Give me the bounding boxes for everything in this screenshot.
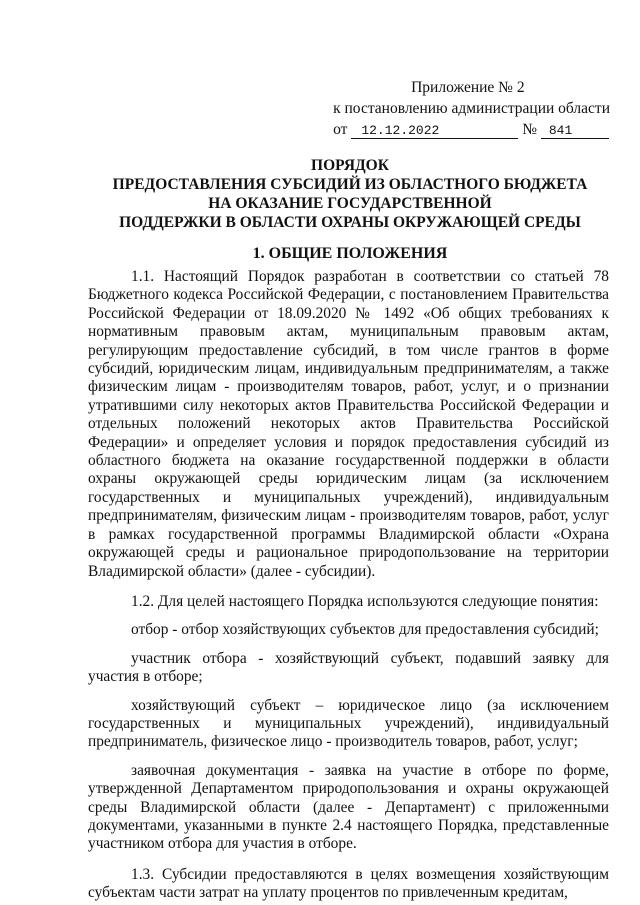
title-line: НА ОКАЗАНИЕ ГОСУДАРСТВЕННОЙ — [208, 195, 492, 212]
paragraph-1-2: 1.2. Для целей настоящего Порядка используются следующие понятия: — [131, 592, 599, 610]
paragraph-1-3: 1.3. Субсидии предоставляются в целях возмещения хозяйствующим субъектам части затрат на уплату процентов по привлеченным кредитам, — [88, 865, 609, 902]
definition-entity: хозяйствующий субъект – юридическое лицо (за исключением государственных и муниципальных учреждений), индивидуальный предприниматель, физическое лицо - производитель товаров, работ, услуг; — [88, 696, 609, 751]
appendix-number: Приложение № 2 — [411, 79, 525, 96]
definition-application: заявочная документация - заявка на участие в отборе по форме, утвержденной Департаментом природопользования и охраны окружающей среды Владимирской области (далее - Департамент) с приложенными документами, указанными в пункте 2.4 настоящего Порядка, представленные участником отбора для участия в отборе. — [88, 761, 609, 853]
appendix-header — [333, 77, 610, 140]
document-title — [80, 156, 620, 232]
decree-reference: к постановлению администрации области — [333, 100, 610, 117]
section-heading: 1. ОБЩИЕ ПОЛОЖЕНИЯ — [252, 245, 448, 262]
document-body — [88, 268, 609, 903]
decree-date: 12.12.2022 — [351, 123, 518, 139]
definition-participant: участник отбора - хозяйствующий субъект, подавший заявку для участия в отборе; — [88, 649, 609, 686]
decree-date-line — [333, 119, 610, 140]
title-line: ПОДДЕРЖКИ В ОБЛАСТИ ОХРАНЫ ОКРУЖАЮЩЕЙ СРЕДЫ — [119, 214, 581, 231]
title-line: ПРЕДОСТАВЛЕНИЯ СУБСИДИЙ ИЗ ОБЛАСТНОГО БЮДЖЕТА — [112, 176, 588, 193]
decree-number: 841 — [541, 123, 609, 139]
definition-selection: отбор - отбор хозяйствующих субъектов для предоставления субсидий; — [131, 621, 599, 639]
title-line: ПОРЯДОК — [311, 157, 389, 174]
number-label: № — [522, 121, 537, 138]
from-label: от — [333, 121, 348, 138]
paragraph-1-1: 1.1. Настоящий Порядок разработан в соответствии со статьей 78 Бюджетного кодекса Российской Федерации, с постановлением Правительства Российской Федерации от 18.09.2020 № 1492 «Об общих требованиях к нормативным правовым актам, муниципальным правовым актам, регулирующим предоставление субсидий, в том числе грантов в форме субсидий, юридическим лицам, индивидуальным предпринимателям, а также физическим лицам - производителям товаров, работ, услуг, и о признании утратившими силу некоторых актов Правительства Российской Федерации и отдельных положений некоторых актов Правительства Российской Федерации» и определяет условия и порядок предоставления субсидий из областного бюджета на оказание государственной поддержки в области охраны окружающей среды юридическим лицам (за исключением государственных и муниципальных учреждений), индивидуальным предпринимателям, физическим лицам - производителям товаров, работ, услуг в рамках государственной программы Владимирской области «Охрана окружающей среды и рациональное природопользование на территории Владимирской области» (далее - субсидии). — [88, 268, 609, 580]
